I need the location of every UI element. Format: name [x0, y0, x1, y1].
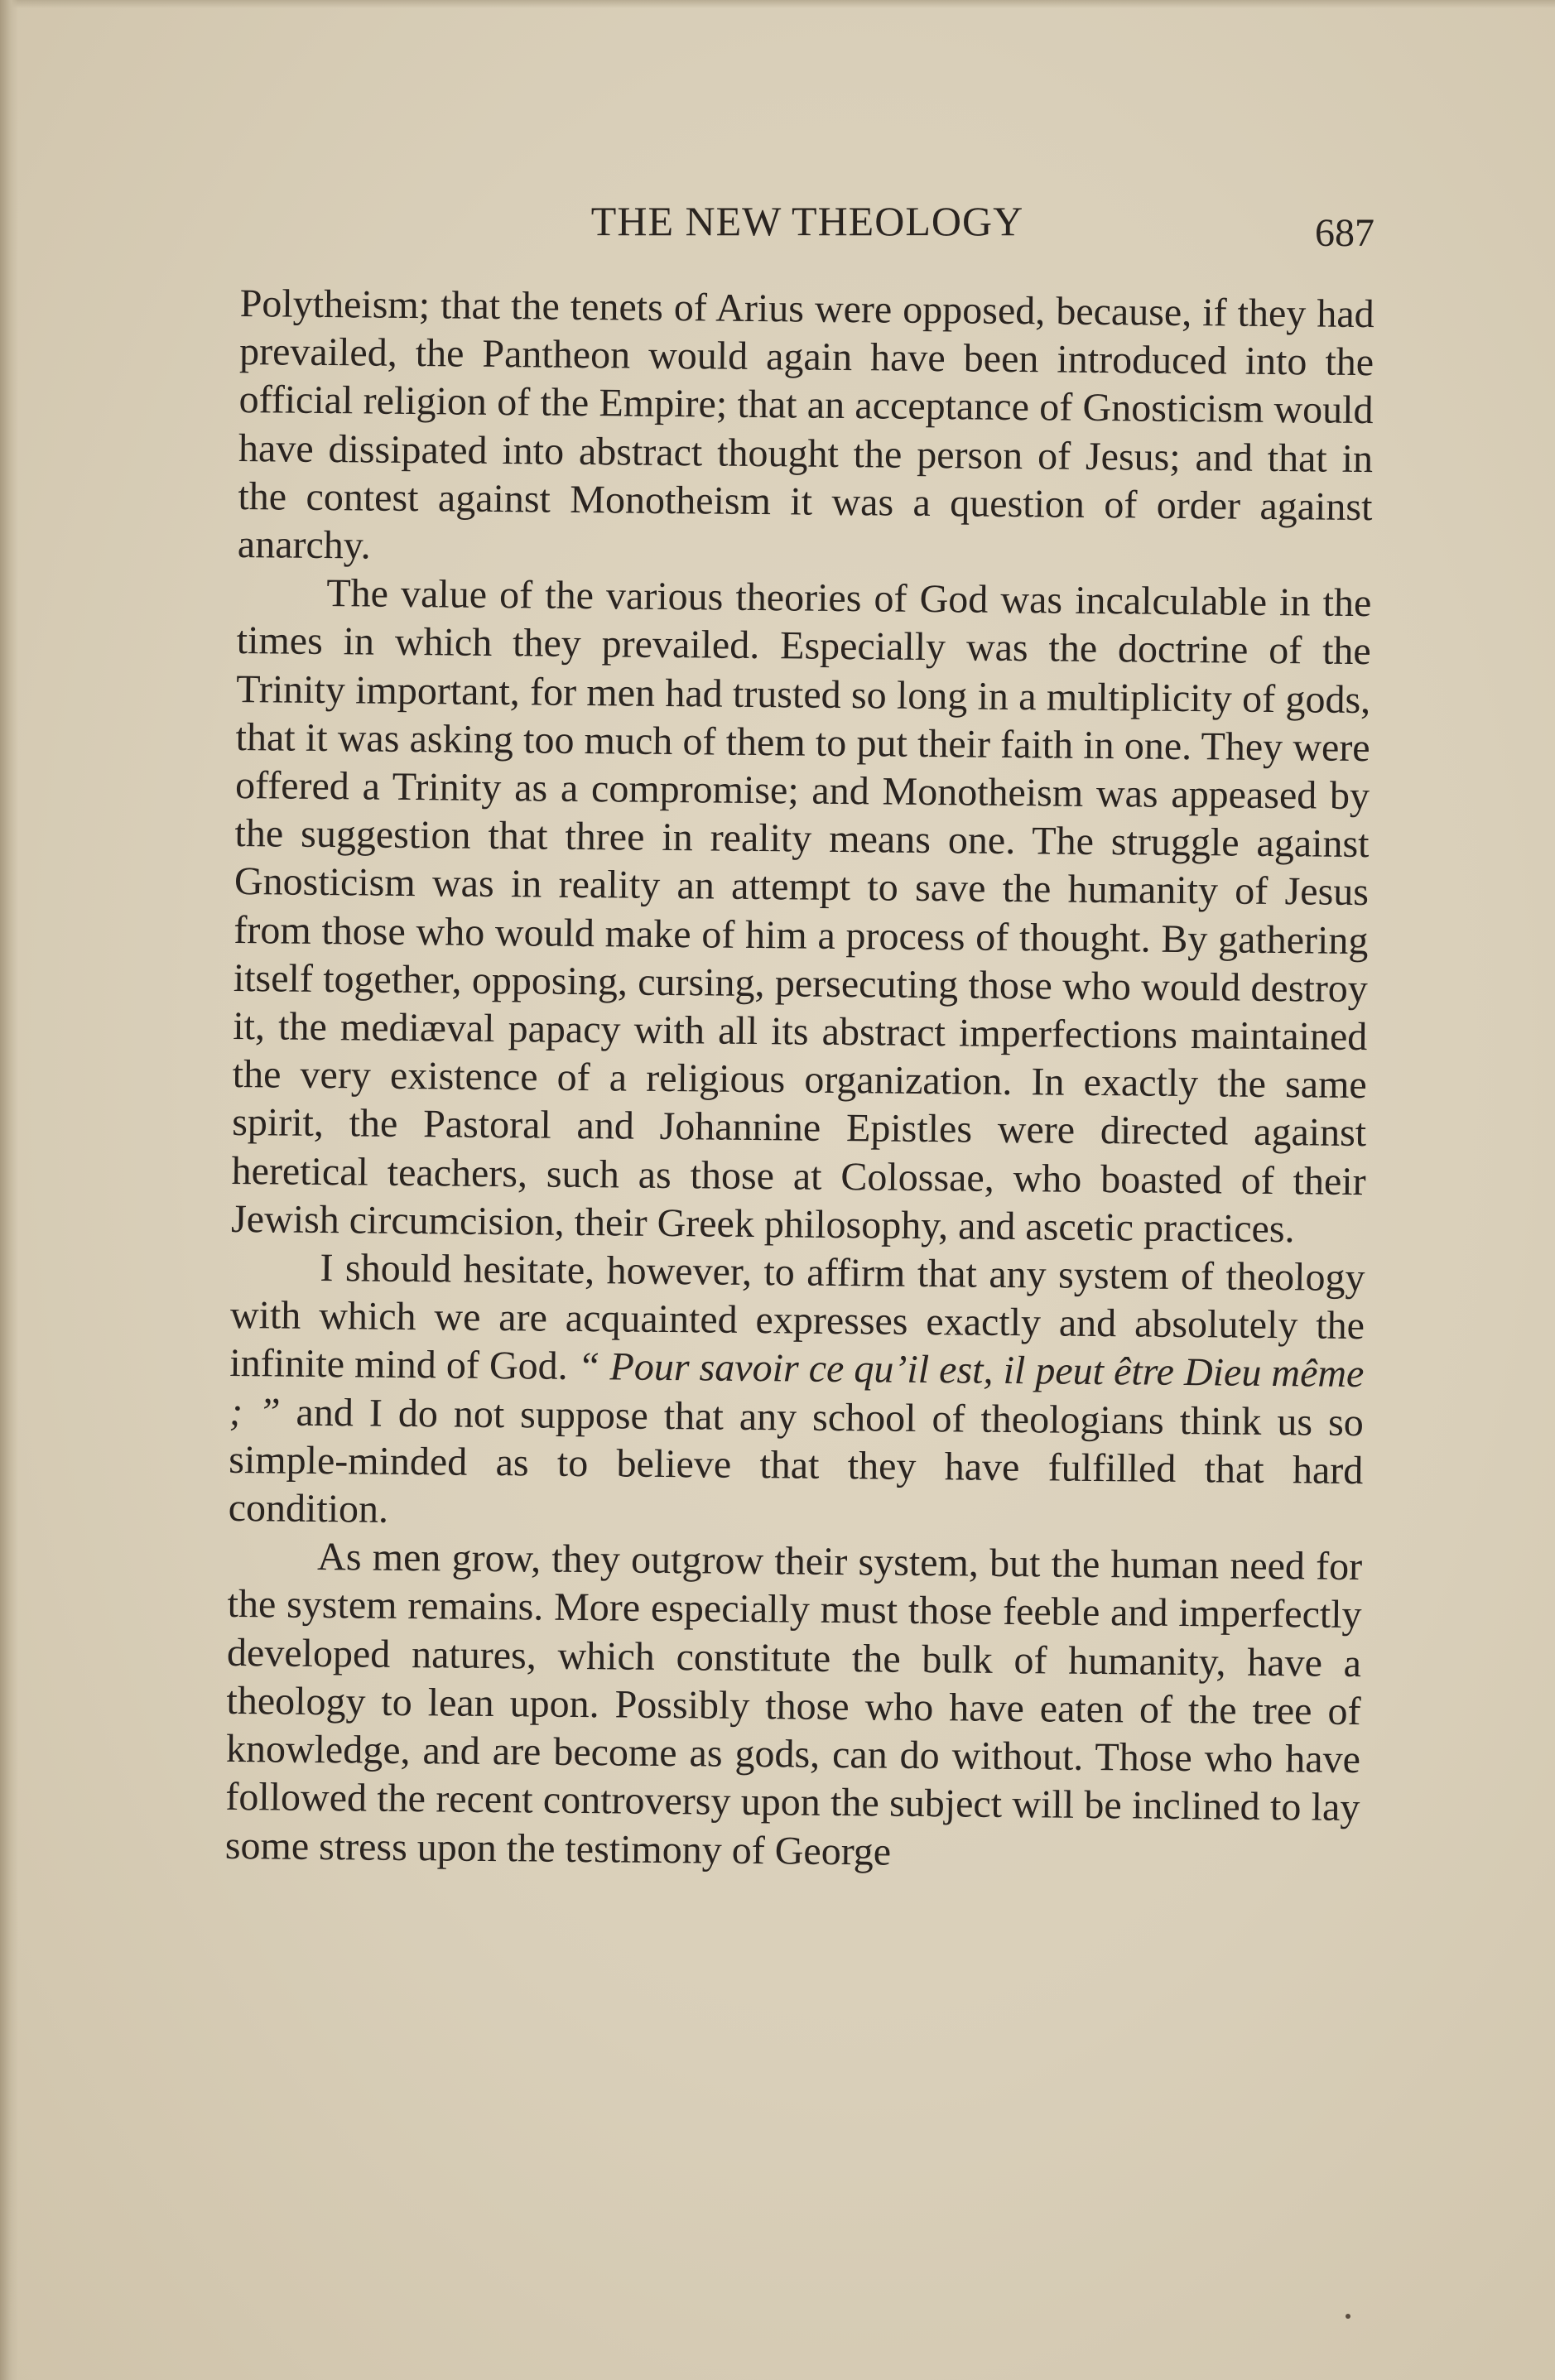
body-text [225, 280, 1374, 1881]
paragraph-3-text-before: I should hesitate, however, to affirm that any system of theology with which we are acquainted expresses exactly and absolutely the infinite mind of God. [229, 1246, 1365, 1389]
running-title: THE NEW THEOLOGY [590, 198, 1024, 244]
page-number: 687 [1315, 211, 1374, 255]
page-header [240, 197, 1374, 263]
paragraph-1: Polytheism; that the tenets of Arius were opposed, because, if they had prevailed, the Pantheon would again have been introduced into the official religion of the Empire; that an acceptance of Gnosticism would have dissipated into abstract thought the person of Jesus; and that in the contest against Monotheism it was a question of order against anarchy. [237, 281, 1374, 568]
page-top-edge [0, 0, 1555, 8]
paragraph-2: The value of the various theories of God was incalculable in the times in which they prevailed. Especially was the doctrine of the Trinity important, for men had trusted so long in a multiplicity of gods, that it was asking too much of them to put their faith in one. They were offered a Trinity as a compromise; and Monotheism was appeased by the suggestion that three in reality means one. The struggle against Gnosticism was in reality an attempt to save the humanity of Jesus from those who would make of him a process of thought. By gathering itself together, opposing, cursing, persecuting those who would destroy it, the mediæval papacy with all its abstract imperfections maintained the very existence of a religious organization. In exactly the same spirit, the Pastoral and Johannine Epistles were directed against heretical teachers, such as those at Colossae, who boasted of their Jewish circumcision, their Greek philosophy, and ascetic practices. [230, 571, 1372, 1252]
ink-speck [1346, 2314, 1350, 2319]
paragraph-3-text-after: and I do not suppose that any school of theologians think us so simple-minded as to believe that they have fulfilled that hard condition. [228, 1390, 1365, 1531]
page-binding-edge [0, 0, 18, 2380]
paragraph-3 [228, 1243, 1365, 1543]
french-quotation: “ Pour savoir ce qu’il est, il peut être Dieu même ; ” [229, 1344, 1365, 1435]
paragraph-4: As men grow, they outgrow their system, but the human need for the system remains. More especially must those feeble and imperfectly developed natures, which constitute the bulk of humanity, have a theology to lean upon. Possibly those who have eaten of the tree of knowledge, and are become as gods, can do without. Those who have followed the recent controversy upon the subject will be inclined to lay some stress upon the testimony of George [224, 1535, 1363, 1874]
